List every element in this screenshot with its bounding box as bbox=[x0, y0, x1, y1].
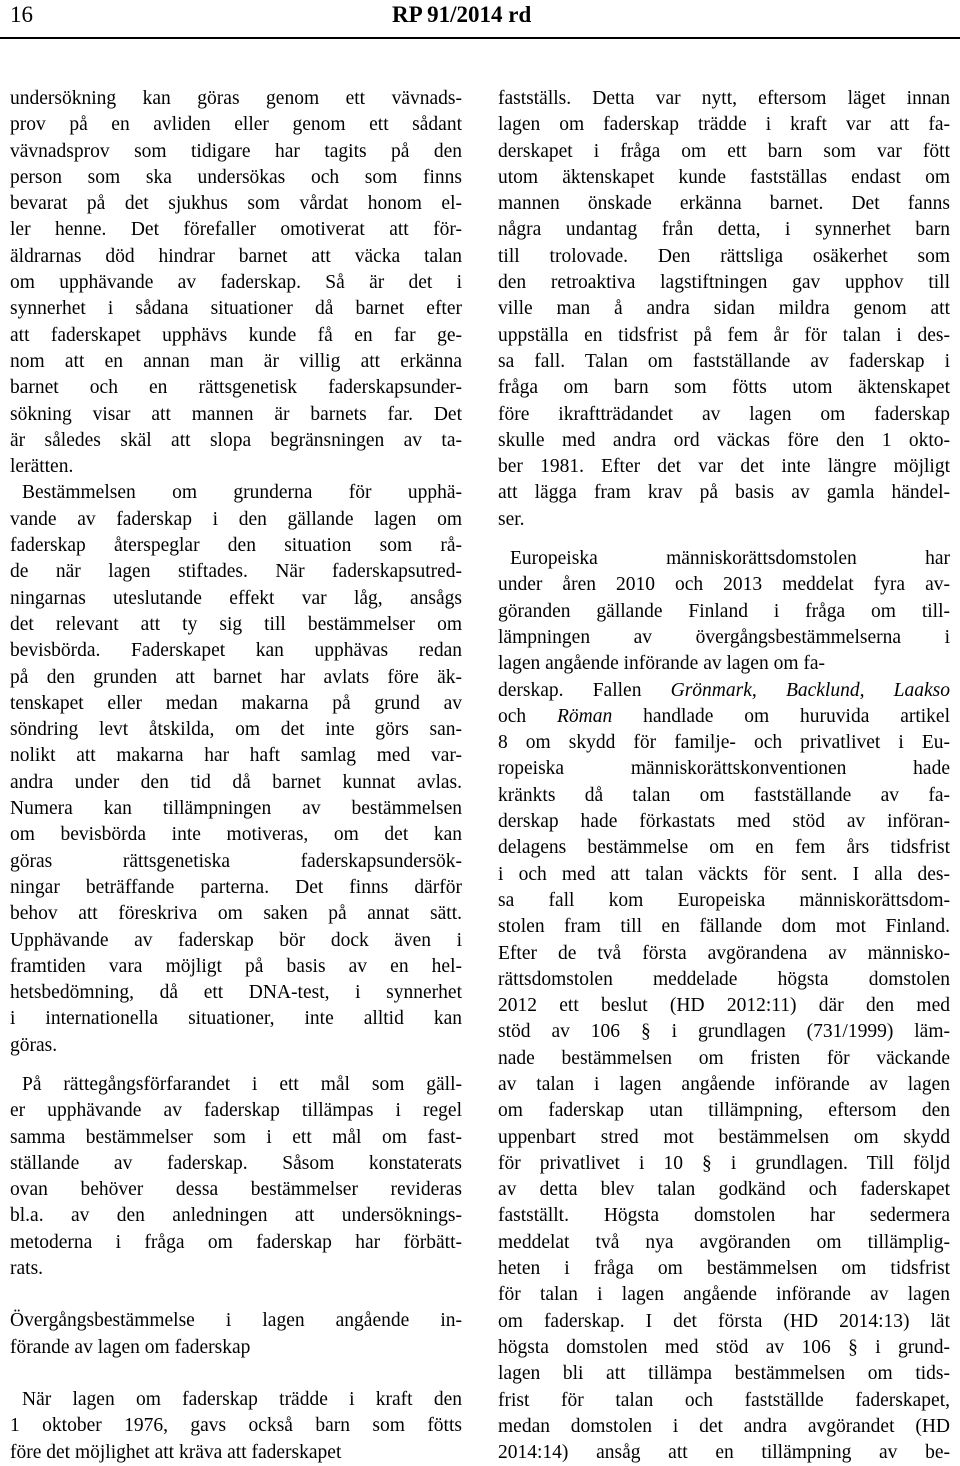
paragraph-line: uppenbart stred mot bestämmelsen om skydd bbox=[498, 1126, 950, 1148]
paragraph-line: behov att föreskriva om saken på annat sätt. bbox=[10, 903, 462, 925]
paragraph-line: sa fall kom Europeiska människorättsdom- bbox=[498, 889, 950, 911]
paragraph-line: Bestämmelsen om grunderna för upphä- bbox=[22, 482, 462, 504]
paragraph-line: vande av faderskap i den gällande lagen om bbox=[10, 508, 462, 530]
page-number: 16 bbox=[10, 2, 33, 27]
paragraph-line: faderskap återspeglar den situation som rå- bbox=[10, 535, 462, 557]
paragraph-line: När lagen om faderskap trädde i kraft den bbox=[22, 1388, 462, 1410]
case-names: Grönmark, Backlund, Laakso bbox=[670, 679, 950, 701]
paragraph-line: lämpningen av övergångsbestämmelserna i bbox=[498, 626, 950, 648]
paragraph-line: några undantag från detta, i synnerhet barn bbox=[498, 219, 950, 241]
paragraph-line: person som ska undersökas och som finns bbox=[10, 166, 462, 188]
paragraph-line: ville man å andra sidan mildra genom att bbox=[498, 298, 950, 320]
paragraph-line: om faderskap utan tillämpning, eftersom den bbox=[498, 1100, 950, 1122]
paragraph-line: lagen om faderskap trädde i kraft var att fa- bbox=[498, 114, 950, 136]
paragraph-line: att lägga fram krav på basis av gamla händel- bbox=[498, 482, 950, 504]
paragraph-line: lagen angående införande av lagen om fa- bbox=[498, 653, 826, 675]
paragraph-line: fastställt. Högsta domstolen har sedermera bbox=[498, 1205, 950, 1227]
paragraph-line: barnet och en rättsgenetisk faderskapsunder- bbox=[10, 377, 462, 399]
paragraph-line: Numera kan tillämpningen av bestämmelsen bbox=[10, 798, 462, 820]
paragraph-line: nom att en annan man är villig att erkänna bbox=[10, 350, 462, 372]
paragraph-line: 8 om skydd för familje- och privatlivet i Eu- bbox=[498, 732, 950, 754]
paragraph-line: mannen önskade erkänna barnet. Det fanns bbox=[498, 193, 950, 215]
paragraph-line: i internationella situationer, inte alltid kan bbox=[10, 1008, 462, 1030]
paragraph-line: det relevant att ty sig till bestämmelser om bbox=[10, 613, 462, 635]
paragraph-line: uppställa en tidsfrist på fem år för talan i des- bbox=[498, 324, 950, 346]
paragraph-line: på den grunden att barnet har avlats före äk- bbox=[10, 666, 462, 688]
paragraph-line: de när lagen stiftades. När faderskapsutred- bbox=[10, 561, 462, 583]
paragraph-line: bevarat på det sjukhus som vårdat honom el- bbox=[10, 193, 462, 215]
paragraph-line: heten i fråga om bestämmelsen om tidsfrist bbox=[498, 1258, 950, 1280]
paragraph-line bbox=[498, 678, 950, 704]
paragraph-line: lerätten. bbox=[10, 456, 74, 478]
paragraph-line: hetsbedömning, då ett DNA-test, i synnerhet bbox=[10, 982, 462, 1004]
paragraph-line: stöd av 106 § i grundlagen (731/1999) läm- bbox=[498, 1021, 950, 1043]
paragraph-line: 2012 ett beslut (HD 2012:11) där den med bbox=[498, 995, 950, 1017]
paragraph-line: av detta blev talan godkänd och faderskapet bbox=[498, 1179, 950, 1201]
paragraph-line: rats. bbox=[10, 1258, 44, 1280]
paragraph-line: fastställs. Detta var nytt, eftersom läget innan bbox=[498, 88, 950, 109]
paragraph-line: ningarnas uteslutande effekt var låg, ansågs bbox=[10, 587, 462, 609]
paragraph-line: söndring levt åtskilda, om det inte görs san- bbox=[10, 719, 462, 741]
paragraph-line: utom äktenskapet kunde fastställas endast om bbox=[498, 166, 950, 188]
paragraph-line: högsta domstolen med stöd av 106 § i grund- bbox=[498, 1336, 950, 1358]
paragraph-line: ler henne. Det förefaller omotiverat att för- bbox=[10, 219, 462, 241]
paragraph-line: nolikt att makarna har haft samlag med var- bbox=[10, 745, 462, 767]
paragraph-line: före ikraftträdandet av lagen om faderskap bbox=[498, 403, 950, 425]
paragraph-line: samma bestämmelser som i ett mål om fast- bbox=[10, 1126, 462, 1148]
paragraph-line: derskap hade förkastats med stöd av införan- bbox=[498, 811, 950, 833]
paragraph-line: av talan i lagen angående införande av lagen bbox=[498, 1073, 950, 1095]
paragraph-line: om bevisbörda inte motiveras, om det kan bbox=[10, 824, 462, 846]
paragraph-line: till trolovade. Den rättsliga osäkerhet som bbox=[498, 245, 950, 267]
paragraph-line: för talan i lagen angående införande av lagen bbox=[498, 1284, 950, 1306]
paragraph-line: sökning visar att mannen är barnets far. Det bbox=[10, 403, 462, 425]
paragraph-line: Upphävande av faderskap bör dock även i bbox=[10, 929, 462, 951]
section-heading-line: Övergångsbestämmelse i lagen angående in- bbox=[10, 1310, 462, 1332]
paragraph-line: skulle med andra ord väckas före den 1 okto- bbox=[498, 429, 950, 451]
paragraph-line: ber 1981. Efter det var det inte längre möjligt bbox=[498, 456, 950, 478]
paragraph-line: lagen bli att tillämpa bestämmelsen om tids- bbox=[498, 1363, 950, 1385]
paragraph-line: synnerhet i sådana situationer då barnet efter bbox=[10, 298, 462, 320]
section-heading-line: förande av lagen om faderskap bbox=[10, 1336, 251, 1358]
case-name: Röman bbox=[557, 705, 613, 727]
paragraph-line: bevisbörda. Faderskapet kan upphävas redan bbox=[10, 640, 462, 662]
paragraph-line: göras. bbox=[10, 1034, 58, 1056]
paragraph-line: metoderna i fråga om faderskap har förbätt- bbox=[10, 1231, 462, 1253]
paragraph-line: frist för talan och fastställde faderskapet, bbox=[498, 1389, 950, 1411]
paragraph-line: prov på en avliden eller genom ett sådant bbox=[10, 114, 462, 136]
paragraph-line: göras rättsgenetiska faderskapsundersök- bbox=[10, 850, 462, 872]
paragraph-line: göranden gällande Finland i fråga om till- bbox=[498, 600, 950, 622]
paragraph-line: tenskapet eller medan makarna på grund av bbox=[10, 692, 462, 714]
paragraph-line: ropeiska människorättskonventionen hade bbox=[498, 758, 950, 780]
paragraph-line: sa fall. Talan om fastställande av faderskap i bbox=[498, 350, 950, 372]
paragraph-line: meddelat två nya avgöranden om tillämplig- bbox=[498, 1231, 950, 1253]
paragraph-line: kränkts då talan om fastställande av fa- bbox=[498, 784, 950, 806]
text-run: derskap. Fallen bbox=[498, 679, 671, 701]
paragraph-line: 2014:14) ansåg att en tillämpning av be- bbox=[498, 1442, 950, 1464]
paragraph-line: bl.a. av den anledningen att undersöknings- bbox=[10, 1205, 462, 1227]
paragraph-line: fråga om barn som fötts utom äktenskapet bbox=[498, 377, 950, 399]
page-header bbox=[0, 0, 960, 46]
paragraph-line: är således skäl att slopa begränsningen av ta- bbox=[10, 429, 462, 451]
paragraph-line: i och med att talan väckts för sent. I alla des- bbox=[498, 863, 950, 885]
paragraph-line: delagens bestämmelse om en fem års tidsfrist bbox=[498, 837, 950, 859]
paragraph-line: äldrarnas död hindrar barnet att väcka talan bbox=[10, 245, 462, 267]
paragraph-line: Europeiska människorättsdomstolen har bbox=[510, 548, 950, 570]
text-run: handlade om huruvida artikel bbox=[612, 705, 950, 727]
right-column bbox=[498, 86, 950, 1466]
paragraph-line: före det möjlighet att kräva att faderskapet bbox=[10, 1441, 342, 1463]
paragraph-line: ovan behöver dessa bestämmelser revideras bbox=[10, 1179, 462, 1201]
paragraph-line: under åren 2010 och 2013 meddelat fyra av- bbox=[498, 574, 950, 596]
paragraph-line: vävnadsprov som tidigare har tagits på den bbox=[10, 140, 462, 162]
paragraph-line: undersökning kan göras genom ett vävnads- bbox=[10, 88, 462, 109]
paragraph-line: ser. bbox=[498, 508, 525, 530]
paragraph-line: er upphävande av faderskap tillämpas i regel bbox=[10, 1100, 462, 1122]
paragraph-line: nade bestämmelsen om fristen för väckande bbox=[498, 1047, 950, 1069]
paragraph-line: 1 oktober 1976, gavs också barn som fötts bbox=[10, 1415, 462, 1437]
text-run: och bbox=[498, 705, 557, 727]
paragraph-line bbox=[498, 704, 950, 730]
document-identifier: RP 91/2014 rd bbox=[392, 2, 532, 27]
paragraph-line: framtiden vara möjligt på basis av en hel- bbox=[10, 955, 462, 977]
paragraph-line: ställande av faderskap. Såsom konstaterats bbox=[10, 1152, 462, 1174]
paragraph-line: stolen fram till en fällande dom mot Finland. bbox=[498, 916, 950, 938]
paragraph-line: medan domstolen i det andra avgörandet (HD bbox=[498, 1415, 950, 1437]
paragraph-line: rättsdomstolen meddelade högsta domstolen bbox=[498, 968, 950, 990]
paragraph-line: Efter de två första avgörandena av människo- bbox=[498, 942, 950, 964]
paragraph-line: om upphävande av faderskap. Så är det i bbox=[10, 272, 462, 294]
header-rule bbox=[0, 37, 960, 39]
left-column bbox=[10, 86, 462, 1466]
paragraph-line: den retroaktiva lagstiftningen gav upphov till bbox=[498, 272, 950, 294]
paragraph-line: för privatlivet i 10 § i grundlagen. Till följd bbox=[498, 1152, 950, 1174]
paragraph-line: derskapet i fråga om ett barn som var fött bbox=[498, 140, 950, 162]
paragraph-line: På rättegångsförfarandet i ett mål som gäll- bbox=[22, 1073, 462, 1095]
paragraph-line: om faderskap. I det första (HD 2014:13) lät bbox=[498, 1310, 950, 1332]
paragraph-line: andra under den tid då barnet kunnat avlas. bbox=[10, 771, 462, 793]
paragraph-line: ningar beträffande parterna. Det finns därför bbox=[10, 876, 462, 898]
paragraph-line: att faderskapet upphävs kunde få en far ge- bbox=[10, 324, 462, 346]
